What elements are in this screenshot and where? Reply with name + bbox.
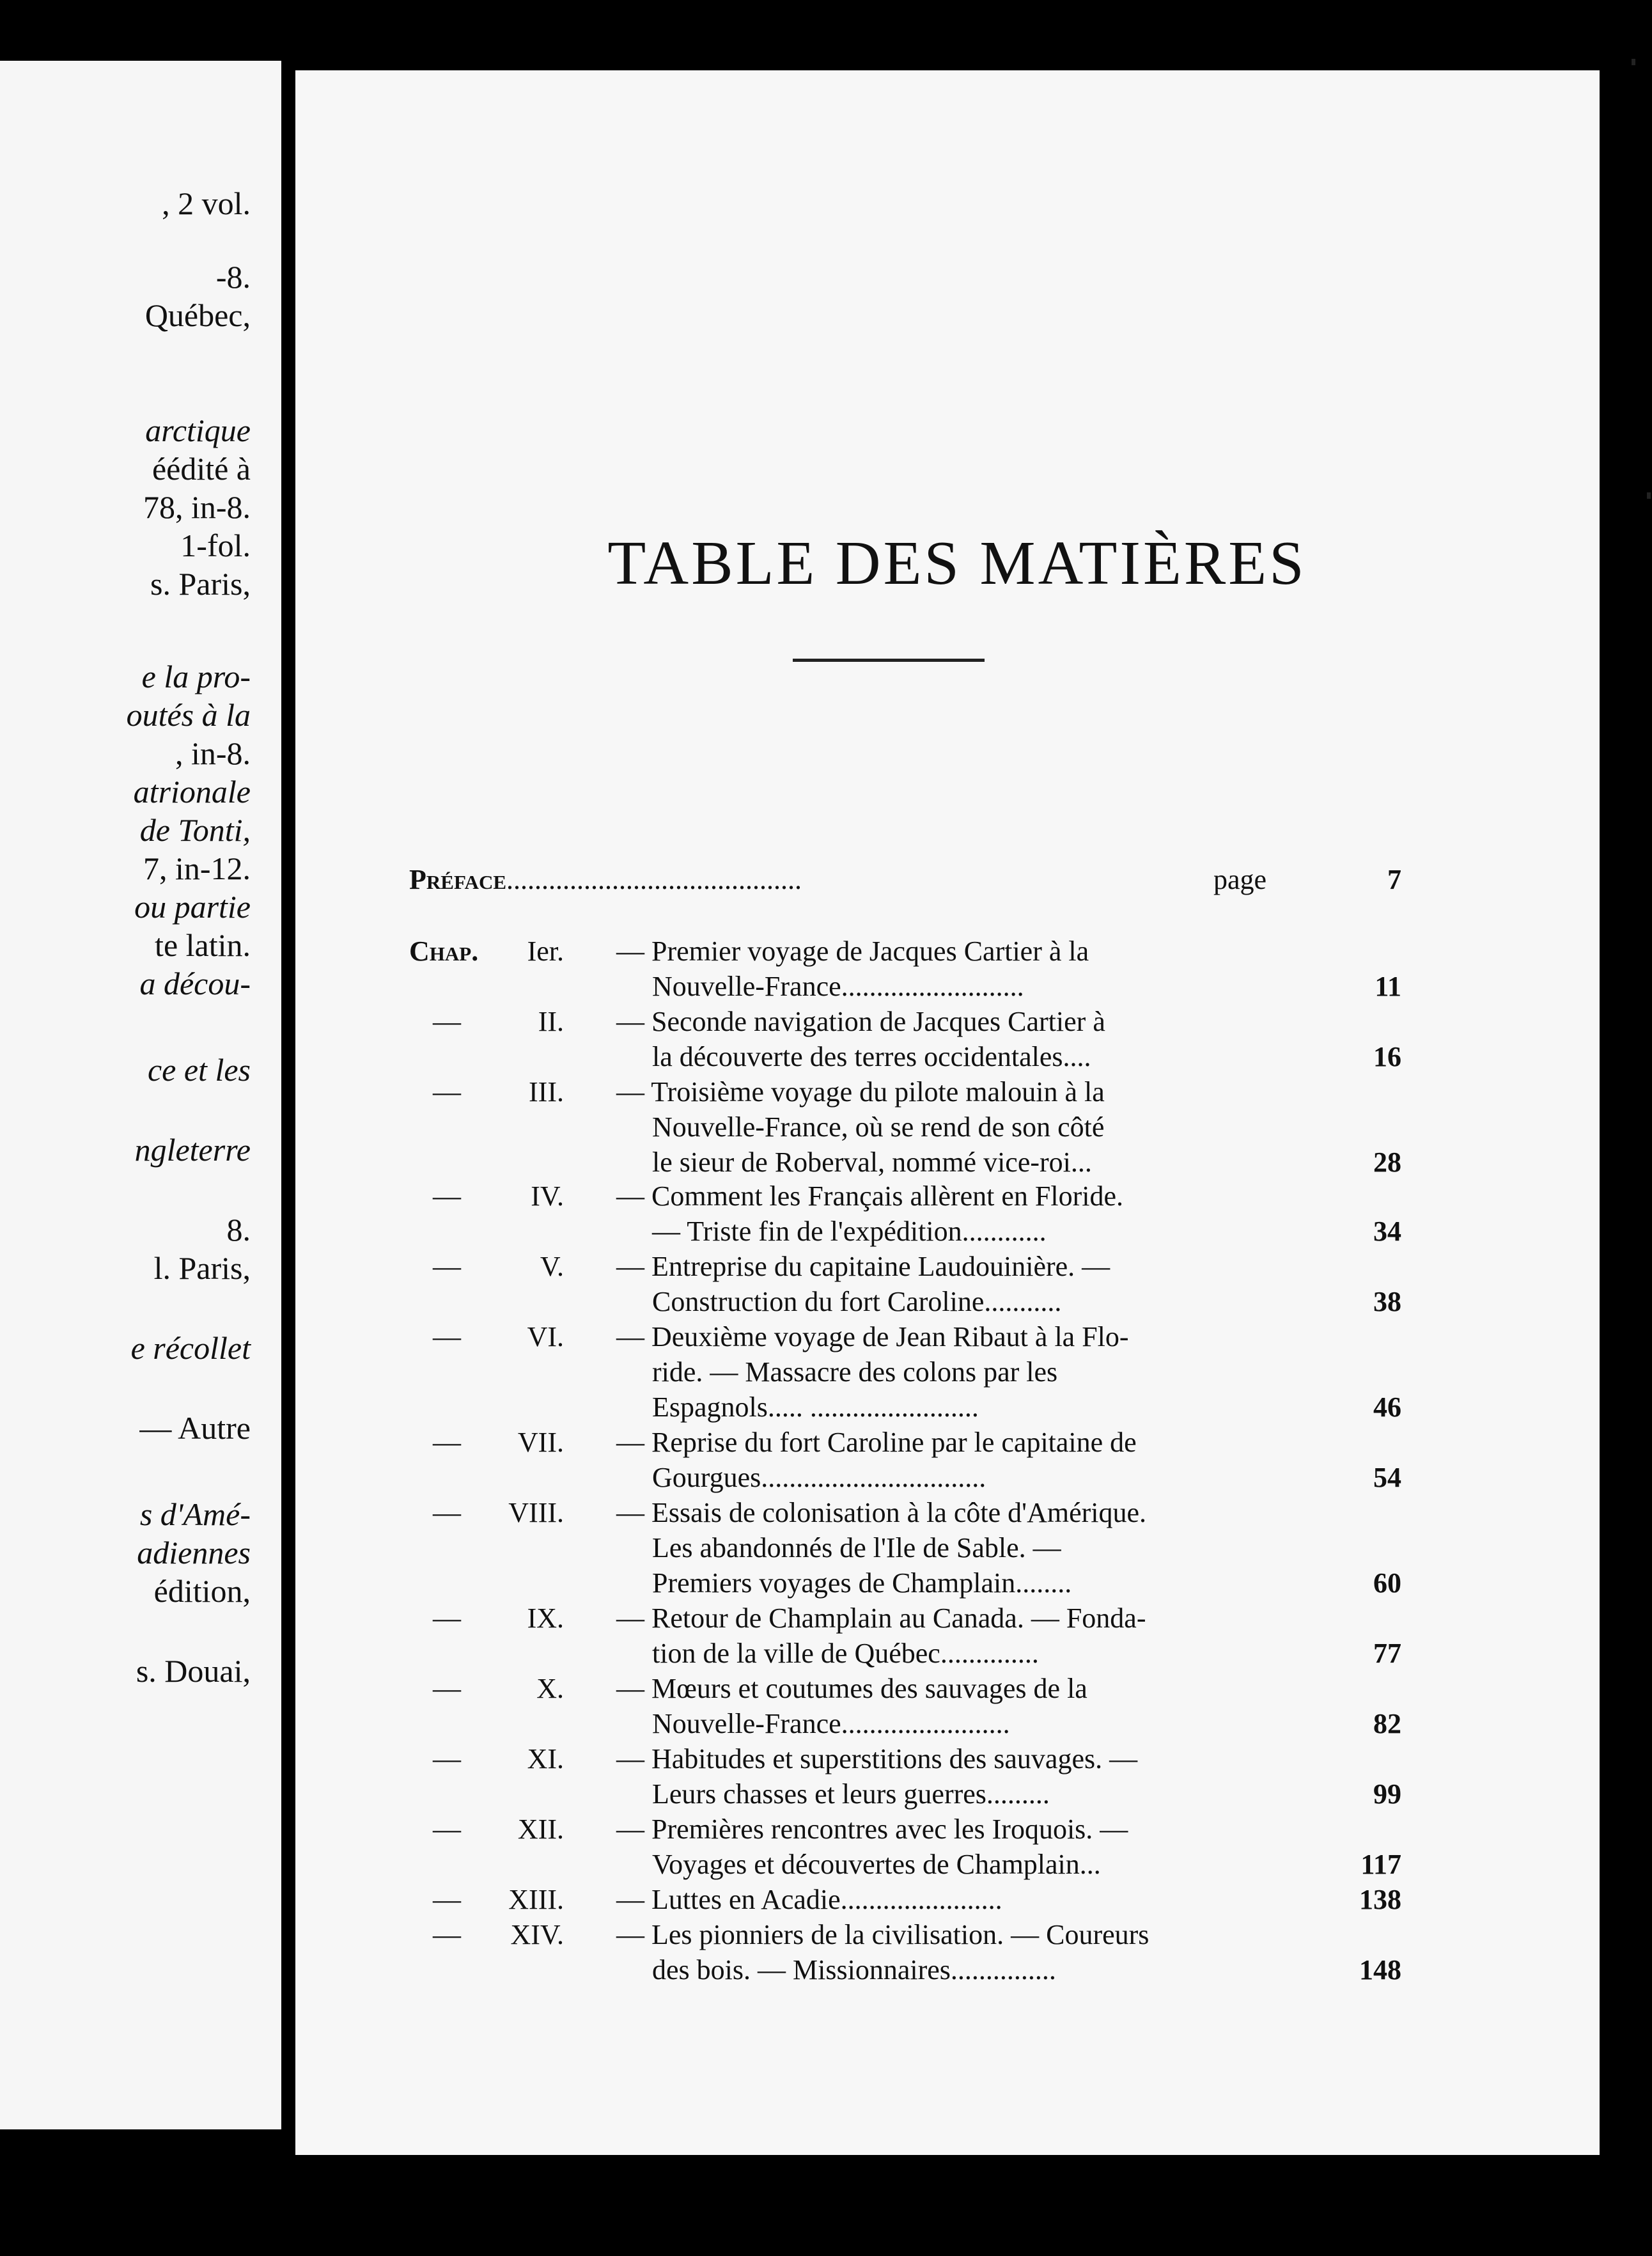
ditto-dash: — [433,1884,461,1915]
ditto-dash: — [433,1180,461,1212]
preface-page-number: 7 [1387,864,1401,895]
chapter-page-number: 138 [1359,1884,1401,1915]
chapter-number: III. [529,1076,564,1108]
left-page-line: Québec, [144,297,251,333]
chapter-title-line: — Mœurs et coutumes des sauvages de la [616,1673,1087,1704]
chapter-title-line: Nouvelle-France........................ [652,1708,1010,1739]
chapter-page-number: 117 [1360,1849,1401,1880]
book-spine [281,0,294,2256]
ditto-dash: — [433,1076,461,1108]
ditto-dash: — [433,1427,461,1458]
speck [1647,492,1651,499]
chapter-title-line: — Comment les Français allèrent en Floride. [616,1180,1124,1212]
chapter-title-line: — Luttes en Acadie....................... [616,1884,1002,1915]
left-page-line: s. Paris, [150,566,251,602]
left-page-line: l. Paris, [153,1250,251,1286]
chapter-title-line: — Habitudes et superstitions des sauvages. — [616,1743,1138,1774]
left-page-line: de Tonti, [139,812,251,848]
left-page-line: ngleterre [134,1132,251,1168]
chapter-title-line: — Retour de Champlain au Canada. — Fonda- [616,1602,1146,1634]
chapter-number: VIII. [508,1497,564,1528]
left-page-line: 78, in-8. [143,489,251,525]
chapter-page-number: 99 [1373,1778,1401,1810]
left-page-line: -8. [215,259,251,295]
ditto-dash: — [433,1919,461,1950]
chapter-title-line: — Premières rencontres avec les Iroquois. — [616,1813,1128,1845]
ditto-dash: — [433,1673,461,1704]
left-page-line: s d'Amé- [139,1496,251,1532]
right-page [295,70,1600,2155]
chapter-title-line: des bois. — Missionnaires............... [652,1954,1056,1986]
chapter-title-line: Les abandonnés de l'Ile de Sable. — [652,1532,1061,1563]
speck [1632,59,1635,65]
chapter-title-line: — Seconde navigation de Jacques Cartier à [616,1006,1105,1037]
left-page-line: adiennes [137,1535,251,1571]
chapter-number: X. [536,1673,564,1704]
title-rule [793,659,985,662]
chapter-title-line: Gourgues................................ [652,1462,986,1493]
chapter-number: XI. [527,1743,564,1774]
chapter-title-line: Leurs chasses et leurs guerres......... [652,1778,1050,1810]
left-page-line: atrionale [133,774,251,810]
chapter-number: Ier. [527,936,564,967]
chapter-page-number: 60 [1373,1567,1401,1599]
chapter-number: XIV. [510,1919,564,1950]
ditto-dash: — [433,1251,461,1282]
chapter-title-line: — Reprise du fort Caroline par le capitaine de [616,1427,1137,1458]
chapter-page-number: 28 [1373,1147,1401,1178]
page-title: TABLE DES MATIÈRES [607,529,1307,598]
chapter-number: XIII. [508,1884,564,1915]
ditto-dash: — [433,1497,461,1528]
left-page-line: a décou- [139,966,251,1001]
ditto-dash: — [433,1743,461,1774]
chap-label: Chap. [409,936,479,967]
chapter-number: II. [538,1006,564,1037]
preface-label: Préface [409,864,507,895]
chapter-number: IX. [527,1602,564,1634]
left-page-line: , 2 vol. [162,185,251,221]
chapter-page-number: 38 [1373,1286,1401,1317]
chapter-title-line: — Entreprise du capitaine Laudouinière. — [616,1251,1110,1282]
chapter-title-line: Nouvelle-France.......................... [652,971,1024,1002]
left-page-line: e la pro- [141,659,251,694]
chapter-title-line: Nouvelle-France, où se rend de son côté [652,1111,1105,1143]
left-page-line: e récollet [130,1330,251,1366]
left-page-line: ce et les [147,1052,251,1088]
left-page-line: 1-fol. [180,528,251,563]
chapter-page-number: 16 [1373,1041,1401,1072]
left-page [0,61,281,2129]
left-page-line: éédité à [152,451,251,487]
chapter-page-number: 54 [1373,1462,1401,1493]
left-page-line: ou partie [134,889,251,925]
left-page-line: — Autre [139,1410,251,1446]
chapter-title-line: Premiers voyages de Champlain........ [652,1567,1072,1599]
chapter-number: XII. [517,1813,564,1845]
chapter-page-number: 82 [1373,1708,1401,1739]
chapter-page-number: 77 [1373,1638,1401,1669]
chapter-title-line: — Les pionniers de la civilisation. — Coureurs [616,1919,1149,1950]
chapter-page-number: 46 [1373,1391,1401,1423]
chapter-title-line: tion de la ville de Québec.............. [652,1638,1039,1669]
chapter-title-line: Voyages et découvertes de Champlain... [652,1849,1101,1880]
chapter-title-line: — Premier voyage de Jacques Cartier à la [616,936,1089,967]
ditto-dash: — [433,1006,461,1037]
ditto-dash: — [433,1321,461,1352]
chapter-number: V. [540,1251,564,1282]
preface-leader: .......................................... [506,864,802,895]
chapter-title-line: ride. — Massacre des colons par les [652,1356,1058,1388]
left-page-line: 7, in-12. [143,850,251,886]
chapter-title-line: Construction du fort Caroline........... [652,1286,1062,1317]
chapter-page-number: 11 [1375,971,1401,1002]
chapter-number: VI. [527,1321,564,1352]
chapter-title-line: — Troisième voyage du pilote malouin à la [616,1076,1105,1108]
ditto-dash: — [433,1813,461,1845]
preface-entry [409,863,802,897]
preface-page-word: page [1213,864,1267,895]
left-page-line: te latin. [155,927,251,963]
left-page-line: édition, [153,1573,251,1609]
left-page-line: 8. [226,1212,251,1248]
left-page-line: outés à la [126,697,251,733]
chapter-number: IV. [531,1180,564,1212]
chapter-title-line: — Essais de colonisation à la côte d'Amérique. [616,1497,1147,1528]
left-page-line: s. Douai, [136,1653,251,1689]
chapter-title-line: — Deuxième voyage de Jean Ribaut à la Flo- [616,1321,1129,1352]
chapter-number: VII. [517,1427,564,1458]
chapter-page-number: 34 [1373,1216,1401,1247]
left-page-line: arctique [145,412,251,448]
chapter-title-line: le sieur de Roberval, nommé vice-roi... [652,1147,1092,1178]
ditto-dash: — [433,1602,461,1634]
left-page-line: , in-8. [175,735,251,771]
chapter-title-line: Espagnols..... ........................ [652,1391,979,1423]
chapter-title-line: — Triste fin de l'expédition............ [652,1216,1047,1247]
chapter-page-number: 148 [1359,1954,1401,1986]
chapter-title-line: la découverte des terres occidentales.... [652,1041,1091,1072]
